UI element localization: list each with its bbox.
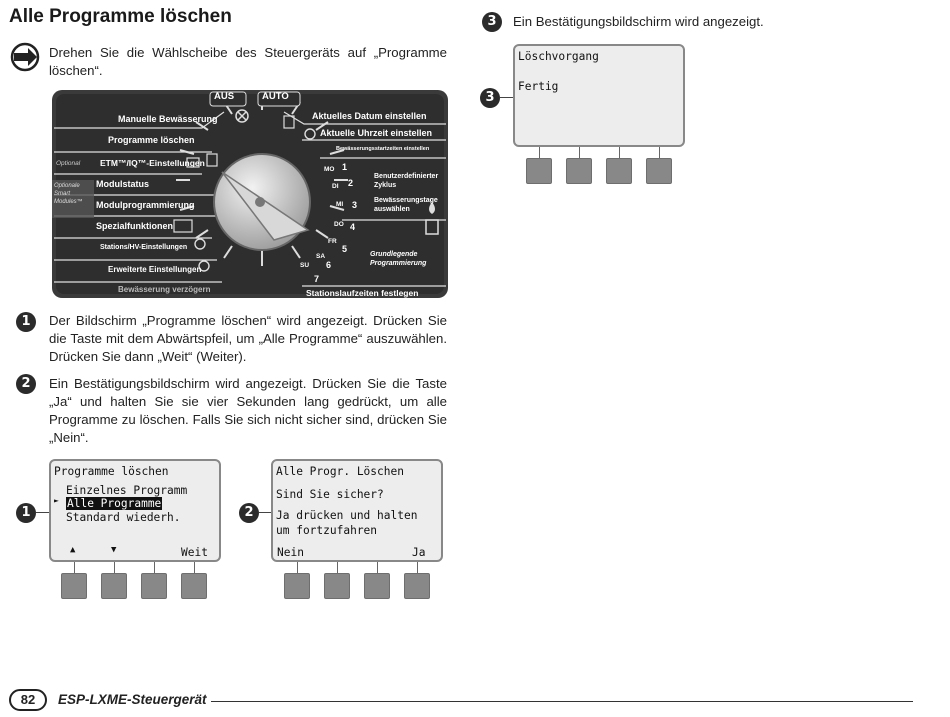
dial-item-module-programming: Modulprogrammierung bbox=[96, 200, 195, 210]
dial-num-6: 6 bbox=[326, 260, 332, 270]
step-3-text: Ein Bestätigungsbildschirm wird angezeigt. bbox=[513, 14, 764, 29]
screen2-key-3[interactable] bbox=[364, 573, 390, 599]
screen1-key-down[interactable] bbox=[101, 573, 127, 599]
dial-num-7: 7 bbox=[314, 274, 320, 284]
dial-optional-smart-label: Optionale Smart Modules™ bbox=[54, 183, 83, 205]
dial-day-sa: SA bbox=[316, 253, 326, 260]
screen2-callout: 2 bbox=[239, 503, 259, 523]
screen3-key-2[interactable] bbox=[566, 158, 592, 184]
step-1-badge: 1 bbox=[16, 312, 36, 332]
dial-item-run-times: Stationslaufzeiten festlegen bbox=[306, 288, 419, 298]
dial-day-mi: MI bbox=[336, 201, 344, 208]
step-2-text: Ein Bestätigungsbildschirm wird angezeigt. Drücken Sie die Taste „Ja“ und halten Sie sie vier Sekunden lang gedrückt, um alle Programme zu löschen. Falls Sie sich nicht sicher sind, drücken Sie „Nein“. bbox=[49, 376, 447, 445]
intro-text: Drehen Sie die Wählscheibe des Steuergeräts auf „Programme löschen“. bbox=[49, 45, 447, 78]
screen1-lcd bbox=[49, 459, 221, 562]
dial-num-4: 4 bbox=[350, 222, 356, 232]
dial-item-basic-programming: Grundlegende Programmierung bbox=[370, 251, 427, 267]
dial-num-2: 2 bbox=[348, 178, 354, 188]
screen2-line2: Ja drücken und halten bbox=[276, 509, 418, 522]
screen2-line1: Sind Sie sicher? bbox=[276, 488, 384, 501]
dial-item-special: Spezialfunktionen bbox=[96, 221, 174, 231]
screen2-key-yes[interactable] bbox=[404, 573, 430, 599]
dial-day-su: SU bbox=[300, 262, 310, 269]
screen3-key-3[interactable] bbox=[606, 158, 632, 184]
screen2-lcd bbox=[271, 459, 443, 562]
dial-label-auto: AUTO bbox=[262, 91, 289, 102]
dial-item-date: Aktuelles Datum einstellen bbox=[312, 111, 427, 121]
dial-item-module-status: Modulstatus bbox=[96, 179, 149, 189]
screen2-softkey-4: Ja bbox=[412, 546, 426, 559]
screen1-line3: Standard wiederh. bbox=[66, 511, 181, 524]
page-number: 82 bbox=[9, 689, 47, 711]
dial-day-do: DO bbox=[334, 221, 344, 228]
footer-rule bbox=[211, 701, 913, 702]
screen1-softkey-1: ▲ bbox=[70, 545, 76, 555]
step-2-badge: 2 bbox=[16, 374, 36, 394]
screen1-title: Programme löschen bbox=[54, 465, 169, 478]
dial-item-manual: Manuelle Bewässerung bbox=[118, 114, 218, 124]
dial-item-custom-cycle: Benutzerdefinierter Zyklus bbox=[374, 173, 439, 189]
dial-item-water-days: Bewässerungstage auswählen bbox=[374, 197, 438, 213]
dial-turn-icon bbox=[10, 42, 40, 72]
screen2-softkey-1: Nein bbox=[277, 546, 304, 559]
dial-optional-label: Optional bbox=[56, 160, 81, 167]
dial-item-time: Aktuelle Uhrzeit einstellen bbox=[320, 128, 433, 138]
dial-item-start-times: Bewässerungsstartzeiten einstellen bbox=[336, 146, 430, 152]
screen3-lcd bbox=[513, 44, 685, 147]
dial-day-fr: FR bbox=[328, 238, 337, 245]
screen1-line1: Einzelnes Programm bbox=[66, 484, 188, 497]
screen2-line3: um fortzufahren bbox=[276, 524, 378, 537]
step-3-badge: 3 bbox=[482, 12, 502, 32]
footer-title: ESP-LXME-Steuergerät bbox=[58, 692, 207, 707]
dial-day-di: DI bbox=[332, 183, 339, 190]
dial-item-advanced: Erweiterte Einstellungen bbox=[108, 265, 202, 274]
dial-item-station-settings: Stations/HV-Einstellungen bbox=[100, 244, 188, 251]
screen1-key-3[interactable] bbox=[141, 573, 167, 599]
screen1-cursor-icon: ► bbox=[54, 496, 59, 505]
screen1-line2: Alle Programme bbox=[67, 497, 162, 510]
dial-day-mo: MO bbox=[324, 166, 335, 173]
dial-num-1: 1 bbox=[342, 162, 348, 172]
screen1-key-next[interactable] bbox=[181, 573, 207, 599]
screen1-softkey-4: Weit bbox=[181, 546, 208, 559]
screen3-line1: Löschvorgang bbox=[518, 50, 599, 63]
screen2-key-no[interactable] bbox=[284, 573, 310, 599]
dial-item-etm: ETM™/IQ™-Einstellungen bbox=[100, 158, 205, 168]
screen2-title: Alle Progr. Löschen bbox=[276, 465, 404, 478]
screen3-key-1[interactable] bbox=[526, 158, 552, 184]
dial-num-3: 3 bbox=[352, 200, 358, 210]
screen3-line2: Fertig bbox=[518, 80, 559, 93]
screen2-key-2[interactable] bbox=[324, 573, 350, 599]
step-1-text: Der Bildschirm „Programme löschen“ wird angezeigt. Drücken Sie die Taste mit dem Abwärtspfeil, um „Alle Programme“ auszuwählen. Drücken Sie dann „Weit“ (Weiter). bbox=[49, 313, 447, 364]
controller-dial bbox=[52, 90, 448, 298]
dial-item-clear: Programme löschen bbox=[108, 135, 195, 145]
screen1-softkey-2: ▼ bbox=[111, 545, 117, 555]
screen3-key-4[interactable] bbox=[646, 158, 672, 184]
screen1-callout: 1 bbox=[16, 503, 36, 523]
screen1-key-up[interactable] bbox=[61, 573, 87, 599]
dial-label-aus: AUS bbox=[214, 91, 235, 102]
page-title: Alle Programme löschen bbox=[9, 6, 232, 27]
dial-num-5: 5 bbox=[342, 244, 348, 254]
screen3-callout: 3 bbox=[480, 88, 500, 108]
dial-item-delay: Bewässerung verzögern bbox=[118, 285, 211, 294]
